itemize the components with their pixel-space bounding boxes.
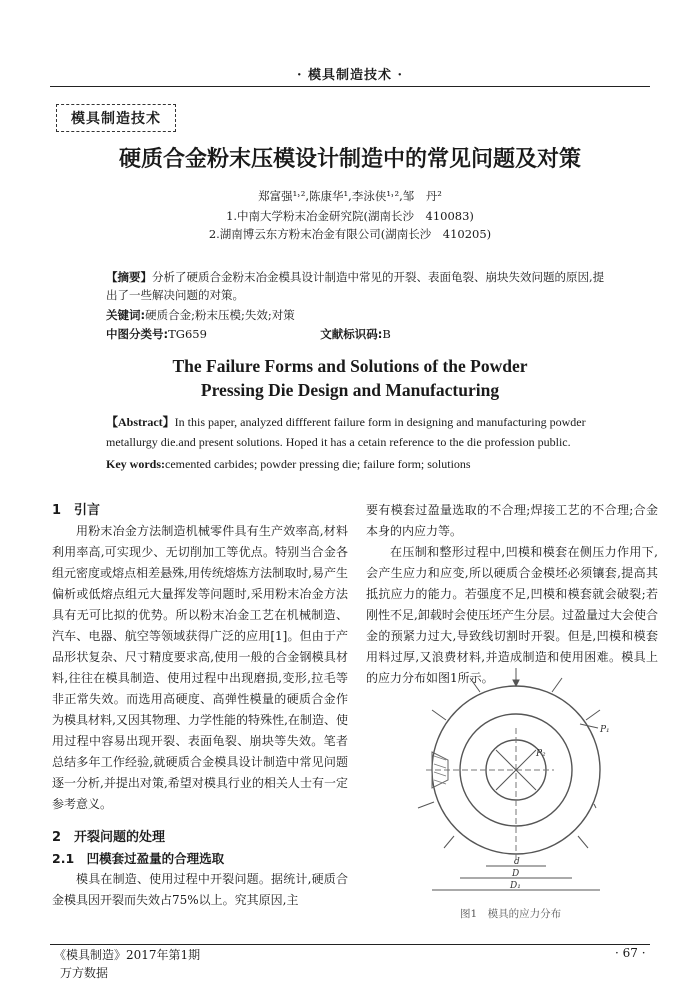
affiliation-1: 1.中南大学粉末冶金研究院(湖南长沙 410083) xyxy=(226,209,474,223)
label-D1: D₁ xyxy=(510,881,521,891)
label-D: D xyxy=(512,869,520,879)
english-abstract xyxy=(106,412,606,452)
abstract-label: 【摘要】 xyxy=(106,270,152,284)
doc-code-label: 文献标识码: xyxy=(320,327,383,341)
en-keywords-text: cemented carbides; powder pressing die; failure form; solutions xyxy=(165,457,471,471)
clc-label: 中图分类号: xyxy=(106,327,169,341)
en-abstract-text: In this paper, analyzed diffferent failure form in designing and manufacturing powder metallurgy die.and present solutions. Hoped it has a cetain reference to the die profession public. xyxy=(106,415,586,449)
section-2-1-heading: 2.1 凹模套过盈量的合理选取 xyxy=(52,851,225,866)
abstract-text: 分析了硬质合金粉末冶金模具设计制造中常见的开裂、表面龟裂、崩块失效问题的原因,提出了一些解决问题的对策。 xyxy=(106,270,605,302)
authors: 郑富强¹˒²,陈康华¹,李泳侠¹˒²,邹 丹² xyxy=(258,189,442,203)
stress-distribution-figure xyxy=(404,668,614,900)
english-title-line-1: The Failure Forms and Solutions of the Powder xyxy=(172,356,528,376)
english-title-line-2: Pressing Die Design and Manufacturing xyxy=(200,380,500,400)
label-p1: P₁ xyxy=(600,725,610,735)
english-title xyxy=(0,354,700,402)
affiliation-2: 2.湖南博云东方粉末冶金有限公司(湖南长沙 410205) xyxy=(208,227,492,241)
right-column xyxy=(366,500,658,689)
footer-journal: 《模具制造》2017年第1期 xyxy=(54,948,201,962)
outer-pressure-arrows xyxy=(418,668,600,848)
header-rule xyxy=(50,86,650,87)
clc-value: TG659 xyxy=(168,327,207,341)
footer-rule xyxy=(50,944,650,945)
section-1-heading: 1 引言 xyxy=(52,503,101,518)
label-d: d xyxy=(514,857,520,867)
figure-caption: 图1 模具的应力分布 xyxy=(460,908,562,920)
right-paragraph-1: 要有模套过盈量选取的不合理;焊接工艺的不合理;合金本身的内应力等。 xyxy=(366,503,658,538)
running-header: · 模具制造技术 · xyxy=(296,68,404,83)
right-paragraph-2: 在压制和整形过程中,凹模和模套在侧压力作用下,会产生应力和应变,所以硬质合金模坯必须镶套,提高其抵抗应力的能力。若强度不足,凹模和模套就会破裂;若刚性不足,卸载时会使压坯产生分层。过盈量过大会使合金的预紧力过大,导致线切割时开裂。但是,凹模和模套用料过厚,又浪费材料,并造成制造和使用困难。模具上的应力分布如图1所示。 xyxy=(366,545,658,685)
en-abstract-label: 【Abstract】 xyxy=(106,415,175,429)
left-column xyxy=(52,500,348,911)
section-2-1-paragraph: 模具在制造、使用过程中开裂问题。据统计,硬质合金模具因开裂而失效占75%以上。究其原因,主 xyxy=(52,872,348,907)
footer-page-number: · 67 · xyxy=(615,946,646,960)
doc-code-value: B xyxy=(382,327,391,341)
english-keywords xyxy=(106,454,606,474)
en-keywords-label: Key words: xyxy=(106,457,165,471)
cn-abstract xyxy=(106,268,606,304)
keywords-text: 硬质合金;粉末压模;失效;对策 xyxy=(145,308,295,322)
section-tag: 模具制造技术 xyxy=(56,104,176,132)
label-p2: P₂ xyxy=(536,749,546,759)
section-1-paragraph: 用粉末冶金方法制造机械零件具有生产效率高,材料利用率高,可实现少、无切削加工等优点。特别当合金各组元密度或熔点相差悬殊,用传统熔炼方法制取时,易产生偏析或低熔点组元大量挥发等问题时,采用粉末冶金方法具有无可比拟的优势。所以粉末冶金工艺在机械制造、汽车、电器、航空等领域获得广泛的应用[1]。但由于产品形状复杂、尺寸精度要求高,使用一般的合金钢模具材料,往往在模具制造、使用过程中出现磨损,变形,拉毛等非正常失效。而选用高硬度、高弹性模量的硬质合金作为模具材料,又因其物理、力学性能的特殊性,在制造、使用过程中容易出现开裂、表面龟裂、崩块等失效。笔者总结多年工作经验,就硬质合金模具设计制造中常见问题逐一分析,并提出对策,希望对模具行业的相关人士有一定参考意义。 xyxy=(52,524,348,811)
page-title: 硬质合金粉末压模设计制造中的常见问题及对策 xyxy=(118,147,581,172)
footer-brand: 万方数据 xyxy=(60,966,109,980)
section-2-heading: 2 开裂问题的处理 xyxy=(52,830,166,845)
cn-keywords xyxy=(106,306,606,324)
keywords-label: 关键词: xyxy=(106,308,146,322)
classification xyxy=(106,325,606,343)
